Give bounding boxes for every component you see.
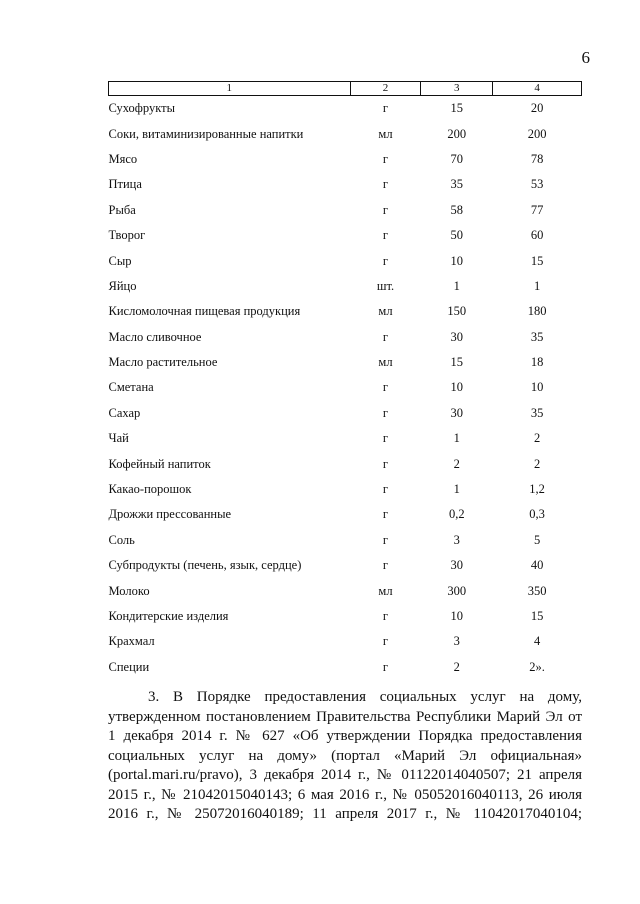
- table-row: [109, 502, 582, 527]
- table-row: [109, 223, 582, 248]
- table-row: [109, 172, 582, 197]
- item-value-col3: 30: [450, 329, 464, 344]
- item-name: Сахар: [108, 405, 141, 420]
- column-header-1: 1: [109, 82, 351, 96]
- table-body: [109, 96, 582, 680]
- table-row: [109, 528, 582, 553]
- item-name: Масло сливочное: [108, 329, 202, 344]
- food-norms-table: [108, 81, 582, 680]
- table-row: [109, 198, 582, 223]
- item-name: Мясо: [108, 151, 138, 166]
- item-value-col3: 10: [450, 380, 464, 395]
- item-unit: г: [382, 329, 389, 344]
- table-row: [109, 426, 582, 451]
- item-value-col3: 2: [453, 456, 460, 471]
- item-value-col4: 53: [530, 177, 544, 192]
- item-name: Крахмал: [108, 634, 155, 649]
- item-name: Кондитерские изделия: [108, 609, 229, 623]
- item-value-col3: 200: [447, 126, 467, 141]
- table-row: [109, 299, 582, 324]
- item-name: Творог: [108, 228, 146, 243]
- item-value-col3: 0,2: [448, 507, 465, 522]
- item-value-col3: 30: [450, 405, 464, 420]
- table-row: [109, 553, 582, 578]
- item-name: Рыба: [108, 202, 136, 217]
- item-value-col3: 70: [450, 151, 464, 166]
- item-unit: мл: [378, 583, 393, 598]
- table-row: [109, 274, 582, 299]
- item-unit: г: [382, 151, 389, 166]
- table-row: [109, 248, 582, 273]
- item-value-col4: 2».: [529, 659, 545, 674]
- item-value-col3: 300: [447, 583, 467, 598]
- item-name: Сухофрукты: [108, 101, 176, 116]
- item-value-col4: 10: [530, 380, 544, 395]
- column-header-4: 4: [493, 82, 582, 96]
- item-value-col3: 30: [450, 558, 464, 573]
- amendment-paragraph: 3. В Порядке предоставления социальных услуг на дому, утвержденном постановлением Правительства Республики Марий Эл от 1 декабря 2014 г. № 627 «Об утверждении Порядка предоставления социальных услуг на дому» (портал «Марий Эл официальная» (portal.mari.ru/pravo), 3 декабря 2014 г., № 01122014040507; 21 апреля 2015 г., № 21042015040143; 6 мая 2016 г., № 05052016040113, 26 июля 2016 г., № 25072016040189; 11 апреля 2017 г., № 11042017040104;: [108, 689, 582, 822]
- item-value-col3: 1: [453, 482, 460, 497]
- item-value-col3: 58: [450, 202, 464, 217]
- item-value-col3: 2: [453, 659, 460, 674]
- item-value-col4: 2: [533, 431, 541, 446]
- item-unit: г: [382, 482, 389, 497]
- item-value-col4: 15: [530, 253, 544, 268]
- item-value-col3: 10: [450, 253, 464, 268]
- item-value-col4: 20: [530, 101, 544, 116]
- item-unit: г: [382, 101, 389, 116]
- table-row: [109, 325, 582, 350]
- item-unit: мл: [378, 304, 393, 319]
- item-name: Соки, витаминизированные напитки: [108, 126, 304, 141]
- item-unit: г: [382, 558, 389, 573]
- table-row: [109, 451, 582, 476]
- item-unit: шт.: [376, 278, 395, 293]
- item-unit: г: [382, 634, 389, 649]
- item-unit: г: [382, 228, 389, 243]
- item-unit: мл: [378, 126, 393, 141]
- item-value-col4: 5: [533, 532, 541, 547]
- item-unit: г: [382, 405, 389, 420]
- item-name: Масло растительное: [108, 355, 218, 370]
- item-name: Яйцо: [108, 278, 137, 293]
- item-unit: г: [382, 177, 389, 192]
- item-value-col4: 35: [530, 329, 544, 344]
- item-name: Субпродукты (печень, язык, сердце): [108, 558, 302, 573]
- item-name: Молоко: [108, 583, 150, 598]
- item-value-col4: 4: [533, 634, 541, 649]
- item-name: Дрожжи прессованные: [108, 507, 232, 522]
- item-value-col3: 15: [450, 355, 464, 370]
- item-unit: г: [382, 532, 389, 547]
- column-header-2: 2: [350, 82, 421, 96]
- item-name: Соль: [108, 532, 135, 547]
- table-row: [109, 375, 582, 400]
- item-value-col3: 1: [453, 431, 460, 446]
- item-value-col4: 1,2: [529, 482, 545, 497]
- item-value-col3: 10: [450, 609, 464, 623]
- item-value-col4: 78: [530, 151, 544, 166]
- item-value-col4: 60: [530, 228, 544, 243]
- item-value-col4: 77: [530, 202, 544, 217]
- item-unit: г: [382, 253, 389, 268]
- item-unit: мл: [378, 355, 393, 370]
- item-name: Какао-порошок: [108, 482, 192, 497]
- item-value-col3: 3: [453, 634, 460, 649]
- item-value-col3: 3: [453, 532, 460, 547]
- item-value-col3: 1: [453, 278, 460, 293]
- item-value-col4: 200: [527, 126, 547, 141]
- item-value-col4: 18: [530, 355, 544, 370]
- table-row: [109, 401, 582, 426]
- table-row: [109, 629, 582, 654]
- item-value-col4: 2: [533, 456, 541, 471]
- table-row: [109, 604, 582, 629]
- item-unit: г: [382, 659, 389, 674]
- item-unit: г: [382, 609, 389, 623]
- item-unit: г: [382, 202, 389, 217]
- item-name: Кофейный напиток: [108, 456, 211, 471]
- item-value-col3: 150: [447, 304, 467, 319]
- item-value-col4: 1: [533, 278, 541, 293]
- item-value-col4: 40: [530, 558, 544, 573]
- item-value-col3: 35: [450, 177, 464, 192]
- table-row: [109, 477, 582, 502]
- item-value-col4: 15: [530, 609, 544, 623]
- item-unit: г: [382, 380, 389, 395]
- table-row: [109, 96, 582, 122]
- table-row: [109, 121, 582, 146]
- table-row: [109, 578, 582, 603]
- table-header: [109, 82, 582, 96]
- item-value-col3: 50: [450, 228, 464, 243]
- item-unit: г: [382, 507, 389, 522]
- item-value-col4: 35: [530, 405, 544, 420]
- item-name: Чай: [108, 431, 129, 446]
- item-name: Сметана: [108, 380, 154, 395]
- item-value-col4: 0,3: [529, 507, 545, 522]
- column-header-3: 3: [421, 82, 493, 96]
- item-name: Птица: [108, 177, 142, 192]
- table-row: [109, 147, 582, 172]
- item-name: Сыр: [108, 253, 132, 268]
- item-unit: г: [382, 431, 389, 446]
- item-value-col4: 180: [527, 304, 547, 319]
- item-value-col3: 15: [450, 101, 464, 116]
- table-row: [109, 655, 582, 680]
- item-name: Специи: [108, 659, 150, 674]
- item-unit: г: [382, 456, 389, 471]
- table-row: [109, 350, 582, 375]
- page-number: 6: [581, 48, 590, 67]
- item-value-col4: 350: [527, 583, 547, 598]
- item-name: Кисломолочная пищевая продукция: [108, 304, 301, 319]
